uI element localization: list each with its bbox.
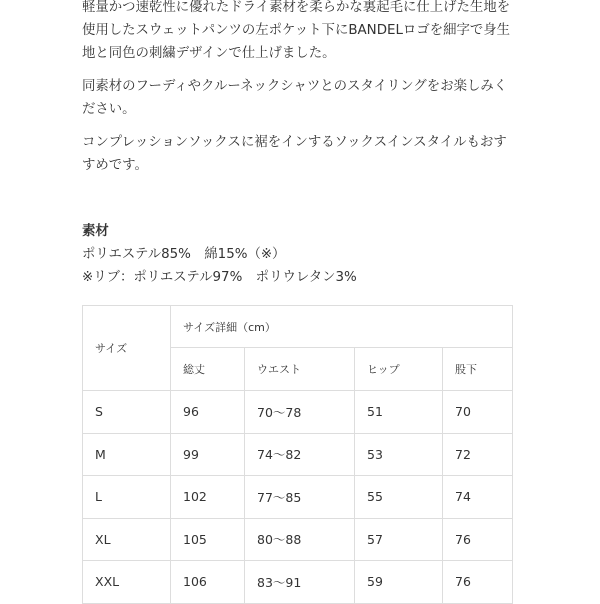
value-cell: 96 bbox=[171, 391, 245, 434]
size-table bbox=[82, 305, 513, 604]
column-header: 総丈 bbox=[171, 348, 245, 391]
value-cell: 74～82 bbox=[245, 433, 355, 476]
material-section bbox=[82, 220, 357, 289]
value-cell: 99 bbox=[171, 433, 245, 476]
value-cell: 76 bbox=[443, 561, 513, 604]
material-line: ※リブ：ポリエステル97% ポリウレタン3% bbox=[82, 270, 357, 285]
table-row bbox=[83, 561, 513, 604]
table-row bbox=[83, 476, 513, 519]
size-cell: L bbox=[83, 476, 171, 519]
material-line: ポリエステル85% 綿15%（※） bbox=[82, 247, 286, 262]
size-cell: XXL bbox=[83, 561, 171, 604]
size-cell: XL bbox=[83, 518, 171, 561]
table-row bbox=[83, 433, 513, 476]
column-header: ヒップ bbox=[355, 348, 443, 391]
value-cell: 102 bbox=[171, 476, 245, 519]
size-header: サイズ bbox=[83, 306, 171, 391]
value-cell: 106 bbox=[171, 561, 245, 604]
value-cell: 59 bbox=[355, 561, 443, 604]
value-cell: 51 bbox=[355, 391, 443, 434]
value-cell: 70 bbox=[443, 391, 513, 434]
material-heading: 素材 bbox=[82, 224, 109, 239]
value-cell: 70～78 bbox=[245, 391, 355, 434]
description-paragraph: 同素材のフーディやクルーネックシャツとのスタイリングをお楽しみください。 bbox=[82, 79, 508, 117]
product-description bbox=[82, 0, 512, 187]
size-cell: S bbox=[83, 391, 171, 434]
table-row bbox=[83, 518, 513, 561]
value-cell: 57 bbox=[355, 518, 443, 561]
value-cell: 83～91 bbox=[245, 561, 355, 604]
size-cell: M bbox=[83, 433, 171, 476]
column-header: 股下 bbox=[443, 348, 513, 391]
detail-header: サイズ詳細（cm） bbox=[171, 306, 513, 348]
value-cell: 72 bbox=[443, 433, 513, 476]
value-cell: 53 bbox=[355, 433, 443, 476]
value-cell: 76 bbox=[443, 518, 513, 561]
value-cell: 80～88 bbox=[245, 518, 355, 561]
description-paragraph: コンプレッションソックスに裾をインするソックスインスタイルもおすすめです。 bbox=[82, 135, 507, 173]
value-cell: 55 bbox=[355, 476, 443, 519]
value-cell: 105 bbox=[171, 518, 245, 561]
description-paragraph: 軽量かつ速乾性に優れたドライ素材を柔らかな裏起毛に仕上げた生地を使用したスウェットパンツの左ポケット下にBANDELロゴを細字で身生地と同色の刺繍デザインで仕上げました。 bbox=[82, 0, 511, 61]
value-cell: 77～85 bbox=[245, 476, 355, 519]
table-row bbox=[83, 391, 513, 434]
column-header: ウエスト bbox=[245, 348, 355, 391]
value-cell: 74 bbox=[443, 476, 513, 519]
